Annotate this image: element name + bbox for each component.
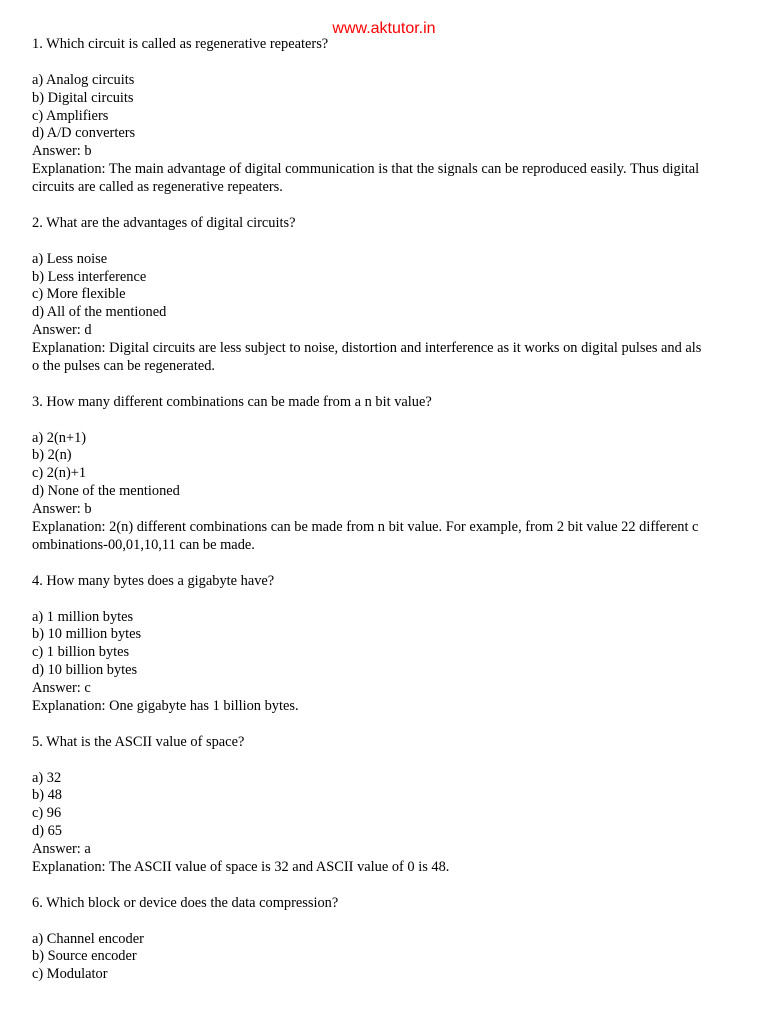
answer-key: Answer: d bbox=[32, 322, 92, 339]
question-text: 4. How many bytes does a gigabyte have? bbox=[32, 572, 275, 589]
question-block bbox=[32, 734, 744, 877]
explanation-text: Explanation: The ASCII value of space is 32 and ASCII value of 0 is 48. bbox=[32, 858, 450, 875]
explanation-text: Explanation: The main advantage of digital communication is that the signals can be reproduced easily. Thus digital bbox=[32, 161, 700, 178]
answer-option: b) Less interference bbox=[32, 268, 147, 285]
question-text: 6. Which block or device does the data compression? bbox=[32, 894, 339, 911]
answer-option: d) 65 bbox=[32, 823, 62, 840]
answer-option: a) 1 million bytes bbox=[32, 608, 134, 625]
answer-key: Answer: b bbox=[32, 501, 92, 518]
site-url-header[interactable]: www.aktutor.in bbox=[332, 20, 436, 37]
answer-option: a) Less noise bbox=[32, 250, 108, 267]
question-block bbox=[32, 573, 744, 716]
question-block bbox=[32, 394, 744, 555]
blank-line bbox=[32, 233, 744, 251]
answer-option: b) Source encoder bbox=[32, 948, 137, 965]
answer-option: c) 1 billion bytes bbox=[32, 644, 130, 661]
explanation-text: circuits are called as regenerative repeaters. bbox=[32, 179, 283, 196]
blank-line bbox=[32, 54, 744, 72]
answer-option: c) Amplifiers bbox=[32, 107, 109, 124]
question-text: 5. What is the ASCII value of space? bbox=[32, 733, 245, 750]
answer-option: d) All of the mentioned bbox=[32, 304, 167, 321]
answer-option: a) Analog circuits bbox=[32, 71, 135, 88]
question-block bbox=[32, 895, 744, 984]
question-text: 2. What are the advantages of digital circuits? bbox=[32, 214, 296, 231]
explanation-text: Explanation: 2(n) different combinations can be made from n bit value. For example, from 2 bit value 22 different c bbox=[32, 519, 699, 536]
answer-option: d) None of the mentioned bbox=[32, 483, 180, 500]
answer-option: b) 10 million bytes bbox=[32, 626, 142, 643]
answer-option: c) Modulator bbox=[32, 966, 108, 983]
answer-option: b) Digital circuits bbox=[32, 89, 134, 106]
blank-line bbox=[32, 913, 744, 931]
blank-line bbox=[32, 752, 744, 770]
explanation-text: o the pulses can be regenerated. bbox=[32, 358, 215, 375]
answer-option: a) 32 bbox=[32, 769, 62, 786]
answer-key: Answer: b bbox=[32, 143, 92, 160]
blank-line bbox=[32, 412, 744, 430]
answer-option: d) A/D converters bbox=[32, 125, 136, 142]
question-list bbox=[32, 36, 744, 984]
answer-key: Answer: a bbox=[32, 841, 91, 858]
explanation-text: Explanation: Digital circuits are less subject to noise, distortion and interference as it works on digital pulses and als bbox=[32, 340, 702, 357]
question-block bbox=[32, 215, 744, 376]
answer-option: d) 10 billion bytes bbox=[32, 662, 138, 679]
explanation-text: ombinations-00,01,10,11 can be made. bbox=[32, 536, 255, 553]
blank-line bbox=[32, 591, 744, 609]
question-text: 3. How many different combinations can be made from a n bit value? bbox=[32, 393, 432, 410]
answer-option: c) 96 bbox=[32, 805, 62, 822]
answer-key: Answer: c bbox=[32, 680, 91, 697]
answer-option: c) 2(n)+1 bbox=[32, 465, 87, 482]
answer-option: c) More flexible bbox=[32, 286, 126, 303]
explanation-text: Explanation: One gigabyte has 1 billion bytes. bbox=[32, 697, 299, 714]
question-text: 1. Which circuit is called as regenerative repeaters? bbox=[32, 36, 329, 52]
answer-option: a) Channel encoder bbox=[32, 930, 144, 947]
question-block bbox=[32, 36, 744, 197]
answer-option: a) 2(n+1) bbox=[32, 429, 87, 446]
answer-option: b) 48 bbox=[32, 787, 62, 804]
answer-option: b) 2(n) bbox=[32, 447, 72, 464]
